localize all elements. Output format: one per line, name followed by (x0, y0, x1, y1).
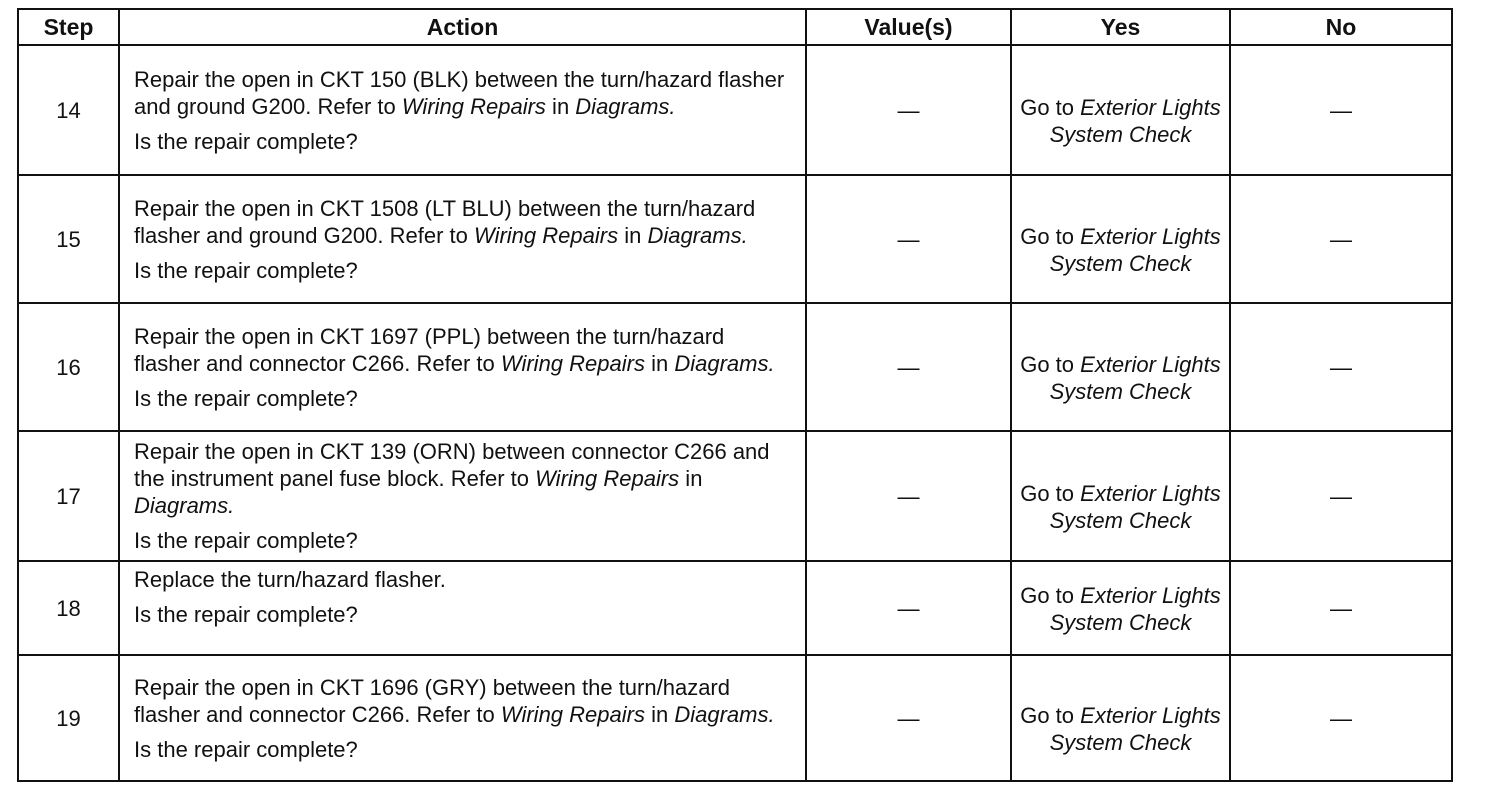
yes-cell: Go to Exterior Lights System Check (1011, 45, 1230, 175)
action-cell (119, 561, 806, 655)
step-number: 15 (18, 175, 119, 303)
action-text: Replace the turn/hazard flasher. (134, 567, 446, 592)
action-question: Is the repair complete? (134, 128, 358, 154)
header-action: Action (119, 9, 806, 45)
step-number: 14 (18, 45, 119, 175)
action-question: Is the repair complete? (134, 602, 358, 627)
header-row (18, 9, 1452, 45)
value-cell: — (806, 303, 1011, 431)
wiring-repairs-ref: Wiring Repairs (474, 222, 619, 248)
header-step: Step (18, 9, 119, 45)
no-cell: — (1230, 303, 1452, 431)
table-row (18, 175, 1452, 303)
table-row (18, 561, 1452, 655)
action-text: Repair the open in CKT 1696 (GRY) between the turn/hazard flasher and connector C266. Refer to Wiring Repairs in Diagrams. (134, 674, 775, 727)
step-number: 16 (18, 303, 119, 431)
action-cell (119, 303, 806, 431)
diagrams-ref: Diagrams. (575, 93, 676, 119)
action-question: Is the repair complete? (134, 257, 358, 283)
diagrams-ref: Diagrams. (647, 222, 748, 248)
yes-ref: Exterior Lights System Check (1049, 94, 1221, 147)
diagrams-ref: Diagrams. (674, 701, 775, 727)
yes-cell: Go to Exterior Lights System Check (1011, 303, 1230, 431)
action-cell (119, 431, 806, 561)
wiring-repairs-ref: Wiring Repairs (500, 350, 645, 376)
value-cell: — (806, 431, 1011, 561)
table-row (18, 45, 1452, 175)
table-row (18, 431, 1452, 561)
wiring-repairs-ref: Wiring Repairs (500, 701, 645, 727)
yes-ref: Exterior Lights System Check (1049, 351, 1221, 404)
header-no: No (1230, 9, 1452, 45)
header-value: Value(s) (806, 9, 1011, 45)
yes-ref: Exterior Lights System Check (1049, 223, 1221, 276)
no-cell: — (1230, 431, 1452, 561)
value-cell: — (806, 175, 1011, 303)
action-text: Repair the open in CKT 150 (BLK) between the turn/hazard flasher and ground G200. Refer to Wiring Repairs in Diagrams. (134, 66, 785, 119)
wiring-repairs-ref: Wiring Repairs (401, 93, 546, 119)
diagrams-ref: Diagrams. (674, 350, 775, 376)
yes-cell: Go to Exterior Lights System Check (1011, 561, 1230, 655)
step-number: 18 (18, 561, 119, 655)
yes-ref: Exterior Lights System Check (1049, 582, 1221, 635)
yes-ref: Exterior Lights System Check (1049, 480, 1221, 533)
step-number: 17 (18, 431, 119, 561)
value-cell: — (806, 655, 1011, 781)
value-cell: — (806, 561, 1011, 655)
yes-cell: Go to Exterior Lights System Check (1011, 655, 1230, 781)
yes-cell: Go to Exterior Lights System Check (1011, 431, 1230, 561)
action-text: Repair the open in CKT 1508 (LT BLU) between the turn/hazard flasher and ground G200. Refer to Wiring Repairs in Diagrams. (134, 195, 756, 248)
value-cell: — (806, 45, 1011, 175)
no-cell: — (1230, 45, 1452, 175)
diagrams-ref: Diagrams. (134, 493, 235, 518)
no-cell: — (1230, 655, 1452, 781)
action-question: Is the repair complete? (134, 385, 358, 411)
table-row (18, 655, 1452, 781)
action-cell (119, 655, 806, 781)
step-number: 19 (18, 655, 119, 781)
yes-ref: Exterior Lights System Check (1049, 702, 1221, 755)
table-row (18, 303, 1452, 431)
header-yes: Yes (1011, 9, 1230, 45)
action-text: Repair the open in CKT 139 (ORN) between connector C266 and the instrument panel fuse block. Refer to Wiring Repairs in Diagrams. (134, 439, 770, 518)
no-cell: — (1230, 561, 1452, 655)
action-cell (119, 45, 806, 175)
action-text: Repair the open in CKT 1697 (PPL) between the turn/hazard flasher and connector C266. Refer to Wiring Repairs in Diagrams. (134, 323, 775, 376)
action-question: Is the repair complete? (134, 528, 358, 553)
yes-cell: Go to Exterior Lights System Check (1011, 175, 1230, 303)
wiring-repairs-ref: Wiring Repairs (535, 466, 680, 491)
diagnostic-table (17, 8, 1453, 782)
action-question: Is the repair complete? (134, 736, 358, 762)
no-cell: — (1230, 175, 1452, 303)
action-cell (119, 175, 806, 303)
